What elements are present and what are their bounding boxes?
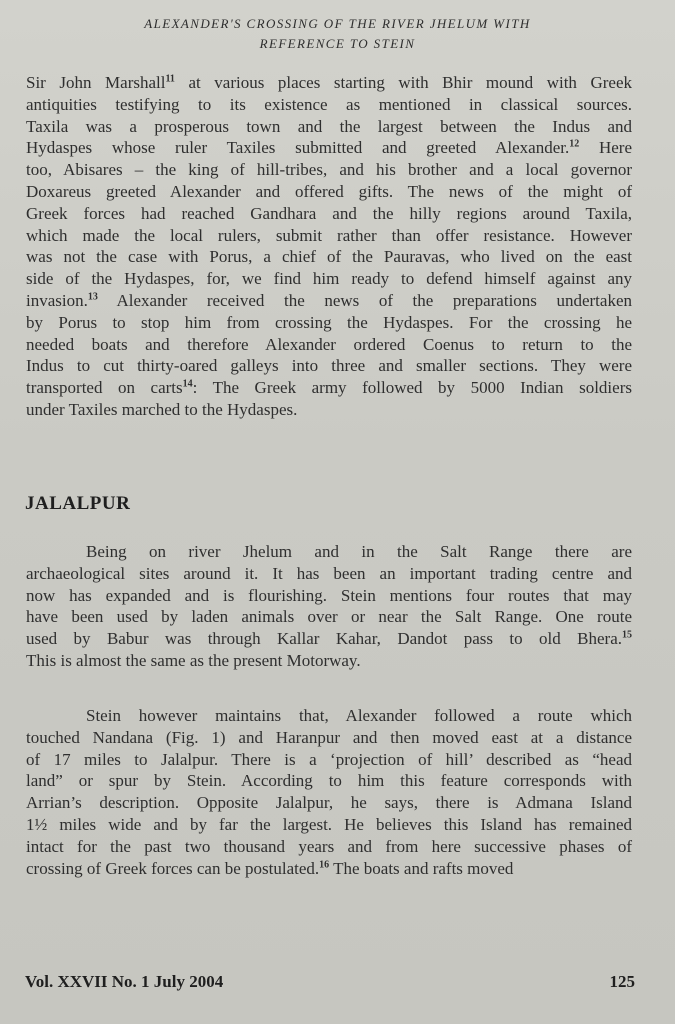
text-run: invasion. <box>26 290 88 310</box>
text-run: Greek forces had reached Gandhara and the hilly regions around Taxila, <box>26 203 632 223</box>
text-line <box>26 749 632 771</box>
text-run: too, Abisares – the king of hill-tribes, and his brother and a local governor <box>26 160 632 180</box>
text-line <box>26 814 632 836</box>
text-line <box>26 203 632 225</box>
text-line <box>26 225 632 247</box>
footnote-ref: 16 <box>319 858 330 870</box>
page-number: 125 <box>609 972 635 991</box>
text-line <box>26 94 632 116</box>
text-run: Alexander received the news of the preparations undertaken <box>97 290 632 310</box>
text-run: side of the Hydaspes, for, we find him ready to defend himself against any <box>26 269 632 289</box>
text-run: Stein however maintains that, Alexander followed a route which <box>86 706 632 725</box>
text-run: crossing of Greek forces can be postulated. <box>26 858 320 878</box>
text-line <box>26 399 632 421</box>
text-run: have been used by laden animals over or near the Salt Range. One route <box>26 607 632 627</box>
text-run: archaeological sites around it. It has been an important trading centre and <box>26 563 632 583</box>
text-line <box>26 246 632 268</box>
text-line <box>26 116 632 138</box>
footnote-ref: 15 <box>622 629 632 641</box>
text-line <box>26 858 632 880</box>
text-line <box>26 334 632 356</box>
running-header-line-2: REFERENCE TO STEIN <box>259 36 416 51</box>
text-line <box>26 792 632 814</box>
text-run: used by Babur was through Kallar Kahar, Dandot pass to old Bhera. <box>26 629 622 649</box>
text-line <box>26 268 632 290</box>
text-line <box>26 563 632 585</box>
text-line <box>26 355 632 377</box>
text-run: now has expanded and is flourishing. Stein mentions four routes that may <box>26 585 632 605</box>
text-line <box>26 541 632 563</box>
text-line <box>26 770 632 792</box>
text-run: Sir John Marshall <box>26 73 166 92</box>
text-run: Here <box>579 138 632 158</box>
text-run: was not the case with Porus, a chief of the Pauravas, who lived on the east <box>26 247 632 267</box>
paragraph-continuation <box>26 72 632 421</box>
running-header <box>0 14 675 54</box>
text-run: This is almost the same as the present Motorway. <box>26 650 361 670</box>
text-line <box>26 727 632 749</box>
text-line <box>26 650 632 672</box>
text-run: at various places starting with Bhir mound with Greek <box>174 73 632 92</box>
text-line <box>26 836 632 858</box>
text-line <box>26 705 632 727</box>
text-run: The boats and rafts moved <box>329 858 514 878</box>
text-line <box>26 181 632 203</box>
text-run: Being on river Jhelum and in the Salt Range there are <box>86 542 632 561</box>
text-run: Indus to cut thirty-oared galleys into three and smaller sections. They were <box>26 356 632 376</box>
text-line <box>26 628 632 650</box>
text-run: of 17 miles to Jalalpur. There is a ‘projection of hill’ described as “head <box>26 749 632 769</box>
text-line <box>26 585 632 607</box>
text-run: antiquities testifying to its existence as mentioned in classical sources. <box>26 94 632 114</box>
text-line <box>26 377 632 399</box>
paragraph-jalalpur-intro <box>26 541 632 672</box>
journal-issue: Vol. XXVII No. 1 July 2004 <box>25 972 224 991</box>
text-line <box>26 137 632 159</box>
running-header-line-1: ALEXANDER'S CROSSING OF THE RIVER JHELUM WITH <box>144 16 531 31</box>
text-run: intact for the past two thousand years and from here successive phases of <box>26 836 632 856</box>
text-run: which made the local rulers, submit rather than offer resistance. However <box>26 225 632 245</box>
text-line <box>26 312 632 334</box>
text-line <box>26 159 632 181</box>
text-line <box>26 606 632 628</box>
footnote-ref: 11 <box>165 73 175 85</box>
text-line <box>26 72 632 94</box>
section-heading: JALALPUR <box>25 493 131 514</box>
text-run: under Taxiles marched to the Hydaspes. <box>26 399 298 419</box>
text-run: Taxila was a prosperous town and the largest between the Indus and <box>26 116 632 136</box>
paragraph-stein-route <box>26 705 632 879</box>
footnote-ref: 12 <box>569 138 580 150</box>
text-run: Arrian’s description. Opposite Jalalpur, he says, there is Admana Island <box>26 793 632 813</box>
text-line <box>26 290 632 312</box>
text-run: transported on carts <box>26 378 183 398</box>
text-run: 1½ miles wide and by far the largest. He believes this Island has remained <box>26 814 632 834</box>
footnote-ref: 13 <box>87 291 98 303</box>
text-run: needed boats and therefore Alexander ordered Coenus to return to the <box>26 334 632 354</box>
text-run: : The Greek army followed by 5000 Indian soldiers <box>192 378 632 398</box>
text-run: land” or spur by Stein. According to him this feature corresponds with <box>26 771 632 791</box>
text-run: Doxareus greeted Alexander and offered gifts. The news of the might of <box>26 181 632 201</box>
text-run: Hydaspes whose ruler Taxiles submitted and greeted Alexander. <box>26 138 570 158</box>
text-run: touched Nandana (Fig. 1) and Haranpur and then moved east at a distance <box>26 727 632 747</box>
footnote-ref: 14 <box>182 378 193 390</box>
text-run: by Porus to stop him from crossing the Hydaspes. For the crossing he <box>26 312 632 332</box>
